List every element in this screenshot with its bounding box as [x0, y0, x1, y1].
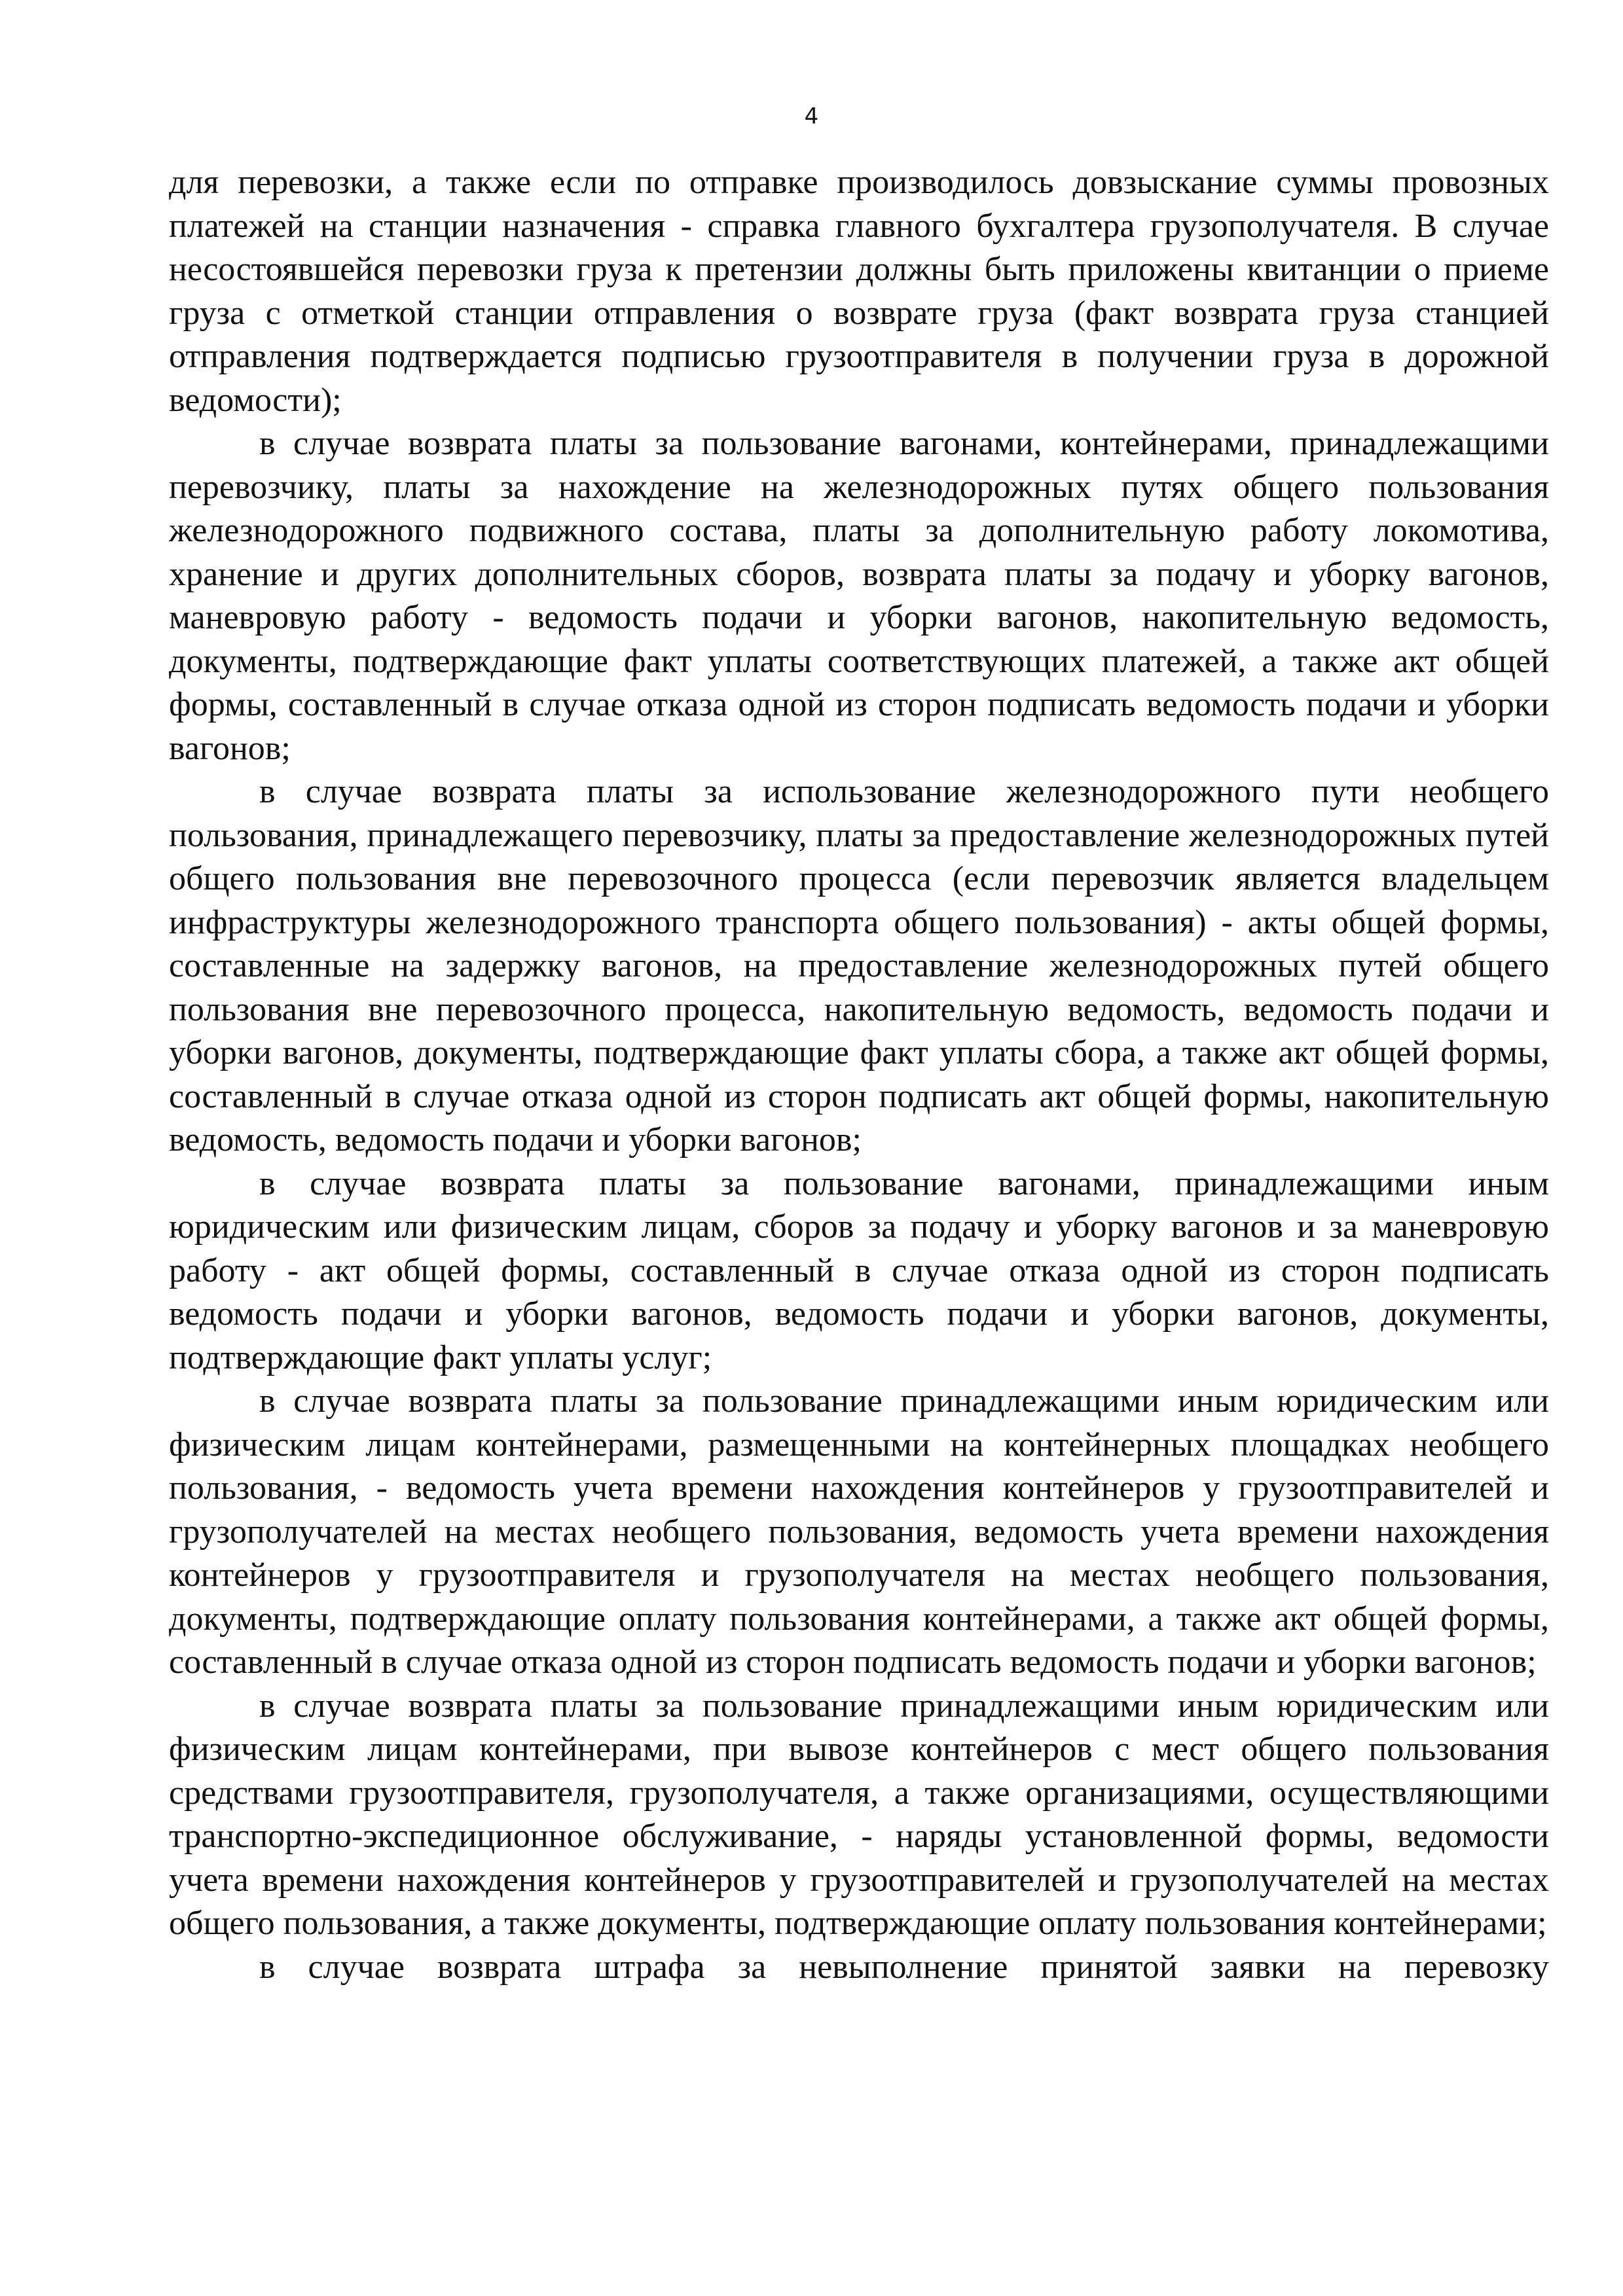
paragraph-continuation: для перевозки, а также если по отправке производилось довзыскание суммы провозных платежей на станции назначения - справка главного бухгалтера грузополучателя. В случае несостоявшейся перевозки груза к претензии должны быть приложены квитанции о приеме груза с отметкой станции отправления о возврате груза (факт возврата груза станцией отправления подтверждается подписью грузоотправителя в получении груза в дорожной ведомости);	[169, 164, 1549, 419]
paragraph-penalty: в случае возврата штрафа за невыполнение принятой заявки на перевозку	[259, 1948, 1549, 1986]
paragraph-container-sites: в случае возврата платы за пользование принадлежащими иным юридическим или физическим лицам контейнерами, размещенными на контейнерных площадках необщего пользования, - ведомость учета времени нахождения контейнеров у грузоотправителей и грузополучателей на местах необщего пользования, ведомость учета времени нахождения контейнеров у грузоотправителя и грузополучателя на местах необщего пользования, документы, подтверждающие оплату пользования контейнерами, а также акт общей формы, составленный в случае отказа одной из сторон подписать ведомость подачи и уборки вагонов;	[169, 1382, 1549, 1681]
paragraph-private-wagons: в случае возврата платы за пользование вагонами, принадлежащими иным юридическим или физическим лицам, сборов за подачу и уборку вагонов и за маневровую работу - акт общей формы, составленный в случае отказа одной из сторон подписать ведомость подачи и уборки вагонов, ведомость подачи и уборки вагонов, документы, подтверждающие факт уплаты услуг;	[169, 1164, 1549, 1376]
document-body	[169, 161, 1549, 1989]
paragraph-wagon-fees: в случае возврата платы за пользование вагонами, контейнерами, принадлежащими перевозчику, платы за нахождение на железнодорожных путях общего пользования железнодорожного подвижного состава, платы за дополнительную работу локомотива, хранение и других дополнительных сборов, возврата платы за подачу и уборку вагонов, маневровую работу - ведомость подачи и уборки вагонов, накопительную ведомость, документы, подтверждающие факт уплаты соответствующих платежей, а также акт общей формы, составленный в случае отказа одной из сторон подписать ведомость подачи и уборки вагонов;	[169, 425, 1549, 767]
page-number: 4	[804, 103, 819, 130]
paragraph-track-fees: в случае возврата платы за использование железнодорожного пути необщего пользования, принадлежащего перевозчику, платы за предоставление железнодорожных путей общего пользования вне перевозочного процесса (если перевозчик является владельцем инфраструктуры железнодорожного транспорта общего пользования) - акты общей формы, составленные на задержку вагонов, на предоставление железнодорожных путей общего пользования вне перевозочного процесса, накопительную ведомость, ведомость подачи и уборки вагонов, документы, подтверждающие факт уплаты сбора, а также акт общей формы, составленный в случае отказа одной из сторон подписать акт общей формы, накопительную ведомость, ведомость подачи и уборки вагонов;	[169, 773, 1549, 1158]
paragraph-container-removal: в случае возврата платы за пользование принадлежащими иным юридическим или физическим лицам контейнерами, при вывозе контейнеров с мест общего пользования средствами грузоотправителя, грузополучателя, а также организациями, осуществляющими транспортно-экспедиционное обслуживание, - наряды установленной формы, ведомости учета времени нахождения контейнеров у грузоотправителей и грузополучателей на местах общего пользования, а также документы, подтверждающие оплату пользования контейнерами;	[169, 1687, 1549, 1942]
